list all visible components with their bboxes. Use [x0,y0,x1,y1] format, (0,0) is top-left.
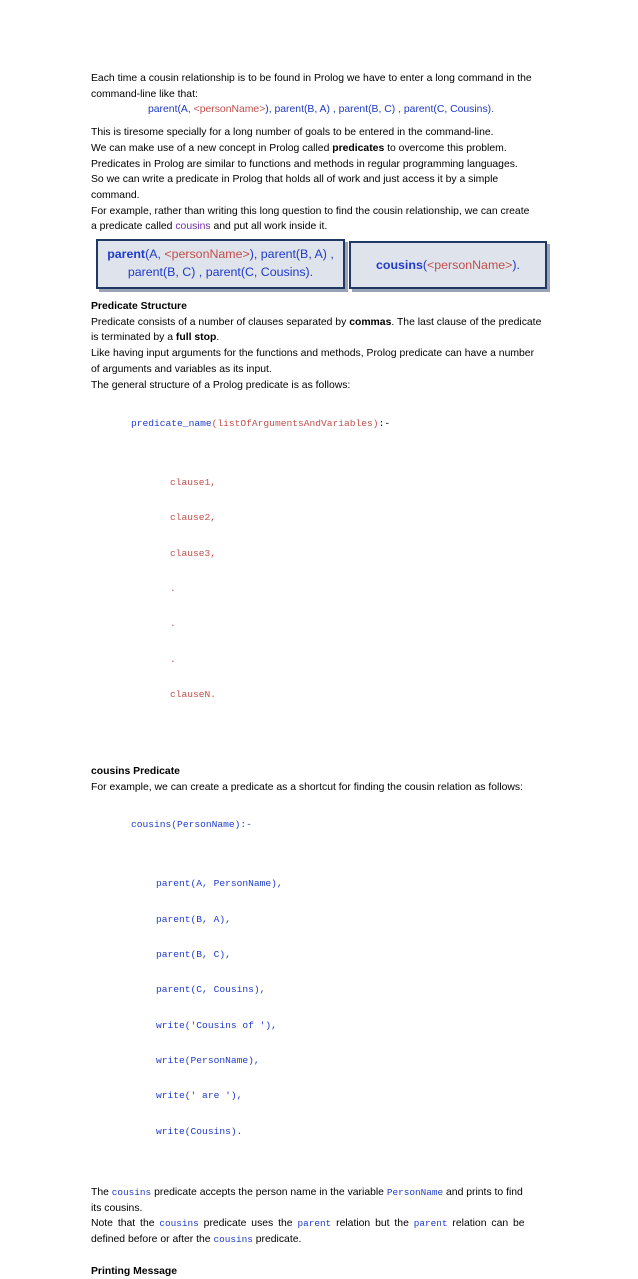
intro-line-2: command-line like that: [91,88,198,100]
comparison-boxes [91,239,546,299]
structure-line-4: of arguments and variables as its input. [91,363,272,375]
code-line: clause3, [170,547,217,559]
structure-line-3: Like having input arguments for the functions and methods, Prolog predicate can have a number [91,348,535,360]
long-query-box: parent(A, <personName>), parent(B, A) , parent(B, C) , parent(C, Cousins). [96,239,345,289]
cousins-note-line-3: Note that the cousins predicate uses the parent relation but the parent relation can be [91,1218,525,1230]
para2-line-4: So we can write a predicate in Prolog that holds all of work and just access it by a simple command. [91,174,499,201]
para2-line-2: We can make use of a new concept in Prolog called predicates to overcome this problem. [91,142,507,154]
code-line: parent(B, C), [156,948,231,960]
code-line: clauseN. [170,689,217,701]
cousins-note-line-1: The cousins predicate accepts the person name in the variable PersonName and prints to find [91,1186,523,1198]
intro-line-1: Each time a cousin relationship is to be found in Prolog we have to enter a long command in the [91,73,532,84]
cousins-note-line-2: its cousins. [91,1202,143,1214]
general-structure-code [91,394,546,748]
cousins-note-line-4: defined before or after the cousins predicate. [91,1233,302,1245]
para2-line-6: a predicate called cousins and put all work inside it. [91,221,328,233]
document-page [91,71,546,1279]
cousins-intro: For example, we can create a predicate as a shortcut for finding the cousin relation as follows: [91,781,524,793]
section-heading-cousins: cousins Predicate [91,766,180,778]
code-line: write('Cousins of '), [156,1019,277,1031]
structure-line-2: is terminated by a full stop. [91,332,220,344]
intro-command: parent(A, <personName>), parent(B, A) , parent(B, C) , parent(C, Cousins). [148,104,494,116]
code-head: predicate_name(listOfArgumentsAndVariables):- [131,417,391,429]
code-line: parent(C, Cousins), [156,984,266,996]
para2-line-5: For example, rather than writing this long question to find the cousin relationship, we can create [91,205,530,217]
code-line: write(PersonName), [156,1055,260,1067]
code-line: . [170,583,176,594]
code-head: cousins(PersonName):- [131,819,252,831]
code-line: clause1, [170,476,217,488]
code-line: . [170,618,176,630]
section-heading-structure: Predicate Structure [91,301,187,313]
code-line: write(' are '), [156,1090,243,1102]
short-query-box: cousins(<personName>). [349,241,547,289]
code-line: write(Cousins). [156,1125,243,1137]
cousins-code [91,796,546,1185]
code-line: clause2, [170,512,217,524]
para2-line-3: Predicates in Prolog are similar to functions and methods in regular programming languages. [91,158,518,170]
para2-line-1: This is tiresome specially for a long number of goals to be entered in the command-line. [91,127,494,139]
section-heading-printing: Printing Message [91,1265,178,1277]
code-line: parent(A, PersonName), [156,878,283,890]
code-line: . [170,653,176,665]
structure-line-1: Predicate consists of a number of clauses separated by commas. The last clause of the predicate [91,316,542,328]
structure-line-5: The general structure of a Prolog predicate is as follows: [91,379,351,391]
code-line: parent(B, A), [156,913,231,925]
